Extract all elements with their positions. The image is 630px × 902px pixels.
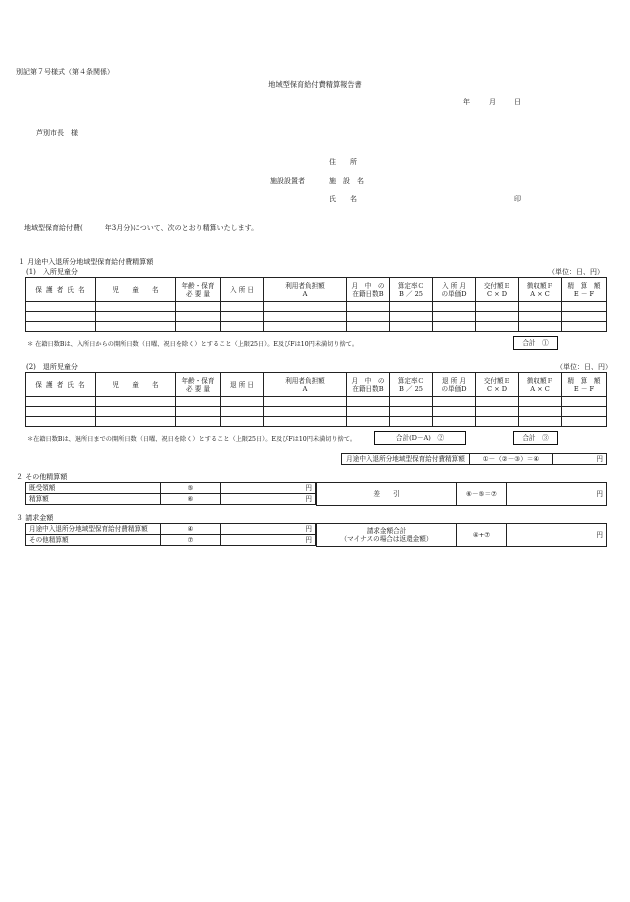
intro-text: [24, 223, 258, 233]
withdrawal-total-label: 合計 ③: [522, 434, 549, 442]
col-collect: 徴収額Ｆ A × C: [519, 278, 562, 302]
diff-row: [317, 483, 607, 506]
received-num: ⑤: [161, 483, 221, 494]
request-total-table: [316, 523, 607, 547]
table-row: [26, 407, 607, 417]
section2-table: [25, 482, 316, 505]
name-label: 氏 名: [329, 195, 357, 203]
col-guardian: 保 護 者 氏 名: [26, 278, 96, 302]
received-label: 既受領額: [26, 483, 161, 494]
request-total-label: [317, 524, 457, 547]
date-year: 年: [463, 98, 470, 106]
net-table: [341, 453, 607, 465]
admission-table: [25, 277, 607, 332]
address-label: 住 所: [329, 158, 357, 166]
unit-label-2: （単位：日、円）: [556, 363, 612, 371]
received-yen: 円: [221, 483, 316, 494]
settled-yen: 円: [221, 494, 316, 505]
facility-label: 施 設 名: [329, 177, 364, 185]
table-row: [26, 302, 607, 312]
diff-formula: ⑥－⑤＝⑦: [457, 483, 507, 506]
col-age: 年齢・保育 必 要 量: [176, 373, 221, 397]
withdrawal-table: [25, 372, 607, 427]
seal-mark: 印: [514, 195, 521, 203]
net-formula: ①－（②－③）＝④: [470, 454, 553, 465]
net-label: 月途中入退所分地域型保育給付費精算額: [342, 454, 470, 465]
req-net-label: 月途中入退所分地域型保育給付費精算額: [26, 524, 161, 535]
col-collect: 徴収額Ｆ A × C: [519, 373, 562, 397]
table-row: [26, 397, 607, 407]
diff-table: [316, 482, 607, 506]
withdrawal-title: (2) 退所児童分: [26, 363, 78, 371]
applicant-role: 施設設置者: [270, 177, 305, 185]
col-age-l1: 年齢・保育: [181, 281, 215, 290]
col-rate: 算定率Ｃ B ／ 25: [390, 373, 433, 397]
col-grant: 交付額Ｅ C × D: [476, 373, 519, 397]
withdrawal-subtotal-label: 合計(D－A) ②: [395, 434, 445, 442]
intro-suffix: 年3月分)について、次のとおり精算いたします。: [104, 224, 259, 232]
col-guardian: 保 護 者 氏 名: [26, 373, 96, 397]
section3-title: ３ 請求金額: [16, 514, 54, 522]
col-age-l2: 必 要 量: [186, 289, 210, 298]
net-row: [342, 454, 607, 465]
section1-title: １ 月途中入退所分地域型保育給付費精算額: [18, 258, 154, 266]
table-row: [26, 312, 607, 322]
section2-row-settled: [26, 494, 316, 505]
col-date: 退 所 日: [221, 373, 264, 397]
req-other-yen: 円: [221, 535, 316, 546]
section2-row-received: [26, 483, 316, 494]
date-day: 日: [514, 98, 521, 106]
col-date: 入 所 日: [221, 278, 264, 302]
req-other-label: その他精算額: [26, 535, 161, 546]
col-settle: 精 算 額 E － F: [562, 278, 607, 302]
request-total-formula: ④+⑦: [457, 524, 507, 547]
request-total-yen: 円: [507, 524, 607, 547]
request-total-label-1: 請求金額合計: [366, 527, 407, 535]
req-net-num: ④: [161, 524, 221, 535]
net-yen: 円: [553, 454, 607, 465]
withdrawal-note: ＊在籍日数Bは、退所日までの開所日数（日曜、祝日を除く）とすること（上限25日）。E及びFは10円未満切り捨て。: [27, 436, 357, 443]
settled-num: ⑥: [161, 494, 221, 505]
req-net-yen: 円: [221, 524, 316, 535]
section3-table: [25, 523, 316, 546]
withdrawal-total-box: [513, 431, 558, 445]
admission-total-label: 合計 ①: [522, 339, 549, 347]
req-other-num: ⑦: [161, 535, 221, 546]
col-unit: 入 所 月 の単価D: [433, 278, 476, 302]
col-rate: 算定率Ｃ B ／ 25: [390, 278, 433, 302]
col-unit: 退 所 月 の単価D: [433, 373, 476, 397]
col-age: [176, 278, 221, 302]
withdrawal-subtotal-box: [374, 431, 466, 445]
request-total-row: [317, 524, 607, 547]
page-title: 地域型保育給付費精算報告書: [268, 80, 362, 89]
request-total-label-2: （マイナスの場合は返還金額）: [340, 535, 433, 543]
admission-note: ＊ 在籍日数Bは、入所日からの開所日数（日曜、祝日を除く）とすること（上限25日）。E及びFは10円未満切り捨て。: [27, 341, 359, 348]
diff-label: 差 引: [317, 483, 457, 506]
col-fee: 利用者負担額 A: [264, 373, 347, 397]
addressee: 芦別市長 様: [36, 129, 78, 137]
section3-row-other: [26, 535, 316, 546]
diff-yen: 円: [507, 483, 607, 506]
intro-prefix: 地域型保育給付費(: [24, 224, 83, 232]
col-days: 月 中 の 在籍日数B: [347, 373, 390, 397]
col-grant: 交付額Ｅ C × D: [476, 278, 519, 302]
col-child: 児 童 名: [96, 278, 176, 302]
admission-total-box: [513, 336, 558, 350]
unit-label-1: （単位：日、円）: [548, 268, 604, 276]
settled-label: 精算額: [26, 494, 161, 505]
section2-title: ２ その他精算額: [16, 473, 68, 481]
form-id: 別記第７号様式（第４条関係）: [16, 68, 114, 76]
col-fee: 利用者負担額 A: [264, 278, 347, 302]
table-row: [26, 322, 607, 332]
table-row: [26, 417, 607, 427]
section3-row-net: [26, 524, 316, 535]
date-month: 月: [489, 98, 496, 106]
col-days: 月 中 の 在籍日数B: [347, 278, 390, 302]
withdrawal-header-row: [26, 373, 607, 397]
col-child: 児 童 名: [96, 373, 176, 397]
col-settle: 精 算 額 E － F: [562, 373, 607, 397]
admission-header-row: [26, 278, 607, 302]
admission-title: (1) 入所児童分: [26, 268, 78, 276]
